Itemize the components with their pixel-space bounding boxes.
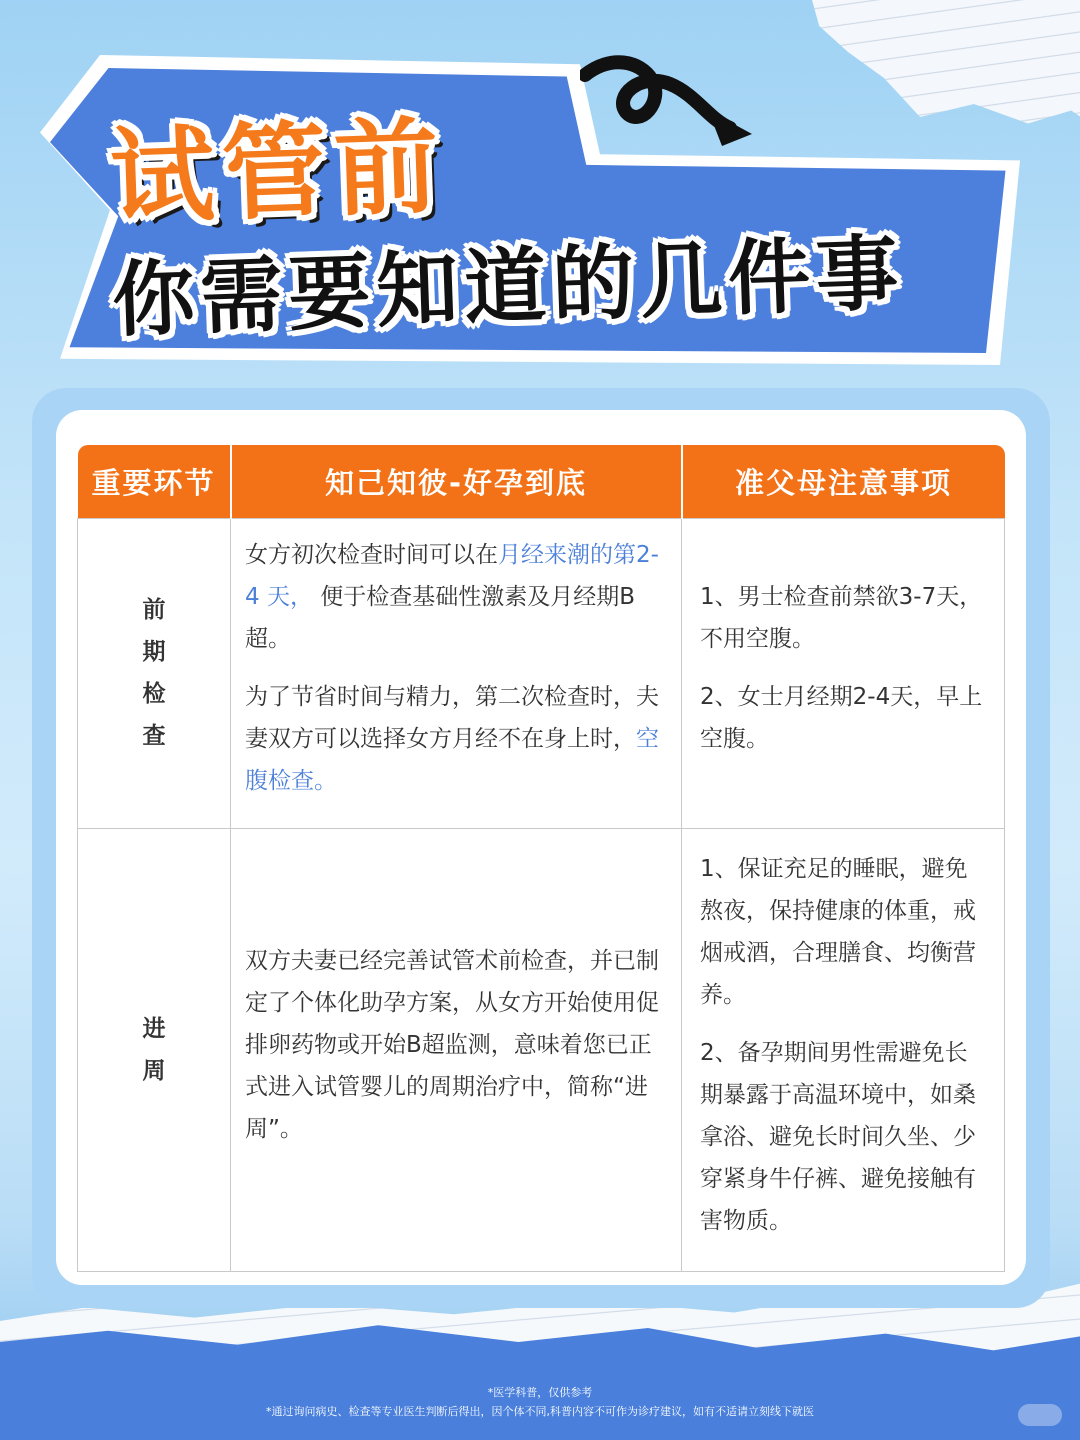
highlight-text: 空腹检查。 [245, 726, 659, 794]
text: 为了节省时间与精力，第二次检查时，夫妻双方可以选择女方月经不在身上时， [245, 684, 659, 752]
notes-cell [682, 828, 1005, 1271]
knowledge-paragraph [245, 676, 661, 802]
highlight-text: 月经来潮的第2-4 天， [245, 542, 659, 610]
note-item: 1、保证充足的睡眠，避免熬夜，保持健康的体重，戒烟戒酒，合理膳食、均衡营养。 [700, 855, 976, 1008]
stage-char: 检 [142, 681, 166, 707]
knowledge-paragraph [245, 534, 661, 660]
header-knowledge: 知己知彼-好孕到底 [231, 445, 682, 518]
stage-pre-check [78, 518, 231, 828]
title-sub: 你需要知道的几件事 [110, 226, 906, 349]
stage-char: 期 [142, 639, 166, 665]
knowledge-cell [231, 518, 682, 828]
stage-char: 周 [142, 1057, 166, 1084]
knowledge-cell [231, 828, 682, 1271]
footer-disclaimer [0, 1383, 1080, 1421]
title-main: 试管前 [108, 105, 449, 239]
notes-cell [682, 518, 1005, 828]
text: 女方初次检查时间可以在 [245, 542, 498, 568]
stage-enter-cycle [78, 828, 231, 1271]
header-notes: 准父母注意事项 [682, 445, 1005, 518]
info-table [77, 445, 1005, 1272]
knowledge-paragraph: 双方夫妻已经完善试管术前检查，并已制定了个体化助孕方案，从女方开始使用促排卵药物或开始B超监测，意味着您已正式进入试管婴儿的周期治疗中，简称“进周”。 [245, 947, 659, 1142]
curly-arrow-icon [580, 50, 770, 150]
disclaimer-line: *医学科普，仅供参考 [487, 1386, 593, 1399]
table-header-row [78, 445, 1005, 518]
header-stage: 重要环节 [78, 445, 231, 518]
note-item: 2、女士月经期2-4天，早上空腹。 [700, 684, 983, 752]
note-item: 2、备孕期间男性需避免长期暴露于高温环境中，如桑拿浴、避免长时间久坐、少穿紧身牛仔裤、避免接触有害物质。 [700, 1039, 976, 1234]
disclaimer-line: *通过询问病史、检查等专业医生判断后得出，因个体不同,科普内容不可作为诊疗建议，如有不适请立刻线下就医 [266, 1405, 814, 1418]
table-row [78, 828, 1005, 1271]
text: 便于检查基础性激素及月经期B 超。 [245, 584, 636, 652]
stage-char: 前 [142, 597, 166, 623]
stage-char: 查 [142, 723, 166, 749]
watermark-badge [1018, 1404, 1062, 1426]
note-item: 1、男士检查前禁欲3-7天，不用空腹。 [700, 584, 983, 652]
torn-paper-top-right [740, 0, 1080, 130]
stage-char: 进 [142, 1015, 166, 1042]
table-row [78, 518, 1005, 828]
